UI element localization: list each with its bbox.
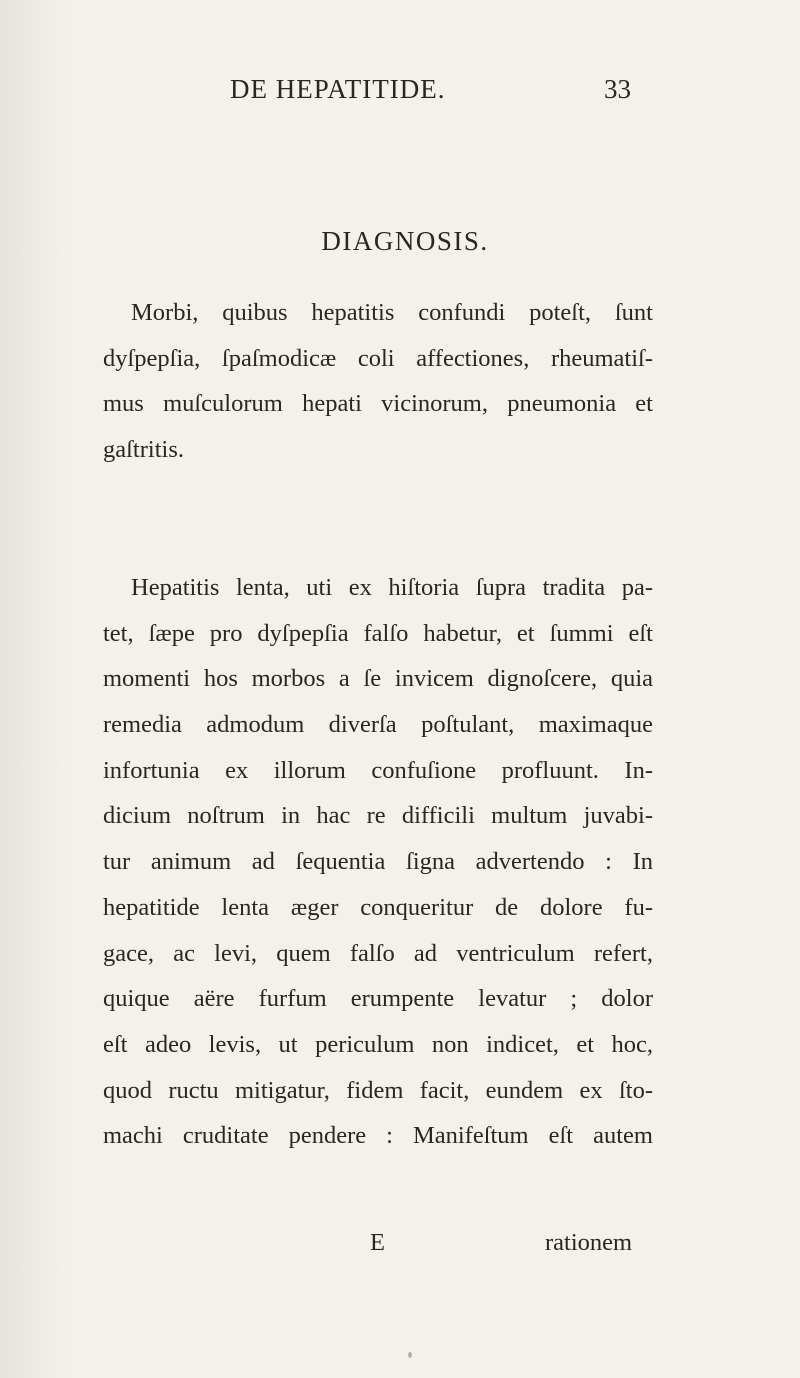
signature-mark: E <box>370 1229 385 1256</box>
text-line: momenti hos morbos a ſe invicem dignoſcere, quia <box>103 665 653 693</box>
running-head <box>0 74 800 114</box>
text-line: Hepatitis lenta, uti ex hiſtoria ſupra tradita pa- <box>131 574 653 601</box>
page-number: 33 <box>604 74 631 104</box>
paper-speck <box>408 1352 412 1358</box>
text-line: tur animum ad ſequentia ſigna advertendo : In <box>103 848 653 876</box>
text-line: dicium noſtrum in hac re difficili multum juvabi- <box>103 802 653 830</box>
text-line: tet, ſæpe pro dyſpepſia falſo habetur, et ſummi eſt <box>103 619 653 647</box>
text-line: quique aëre furfum erumpente levatur ; dolor <box>103 985 653 1013</box>
paragraph-differential <box>103 290 653 473</box>
text-line: mus muſculorum hepati vicinorum, pneumonia et <box>103 390 653 418</box>
paragraph-hepatitis-lenta <box>103 565 653 1159</box>
text-line: machi cruditate pendere : Manifeſtum eſt autem <box>103 1122 653 1150</box>
text-line: dyſpepſia, ſpaſmodicæ coli affectiones, rheumatiſ- <box>103 344 653 372</box>
text-line: quod ructu mitigatur, fidem facit, eundem ex ſto- <box>103 1076 653 1104</box>
text-line: eſt adeo levis, ut periculum non indicet, et hoc, <box>103 1030 653 1058</box>
running-title: DE HEPATITIDE. <box>230 74 446 104</box>
page-footer <box>0 1229 800 1269</box>
section-heading: DIAGNOSIS. <box>321 226 489 256</box>
text-line: hepatitide lenta æger conqueritur de dolore fu- <box>103 893 653 921</box>
text-line: infortunia ex illorum confuſione profluunt. In- <box>103 756 653 784</box>
text-line: gaſtritis. <box>103 436 184 464</box>
text-line: Morbi, quibus hepatitis confundi poteſt, ſunt <box>131 299 653 326</box>
text-line: remedia admodum diverſa poſtulant, maximaque <box>103 711 653 739</box>
catchword: rationem <box>545 1229 633 1256</box>
text-line: gace, ac levi, quem falſo ad ventriculum refert, <box>103 939 653 967</box>
